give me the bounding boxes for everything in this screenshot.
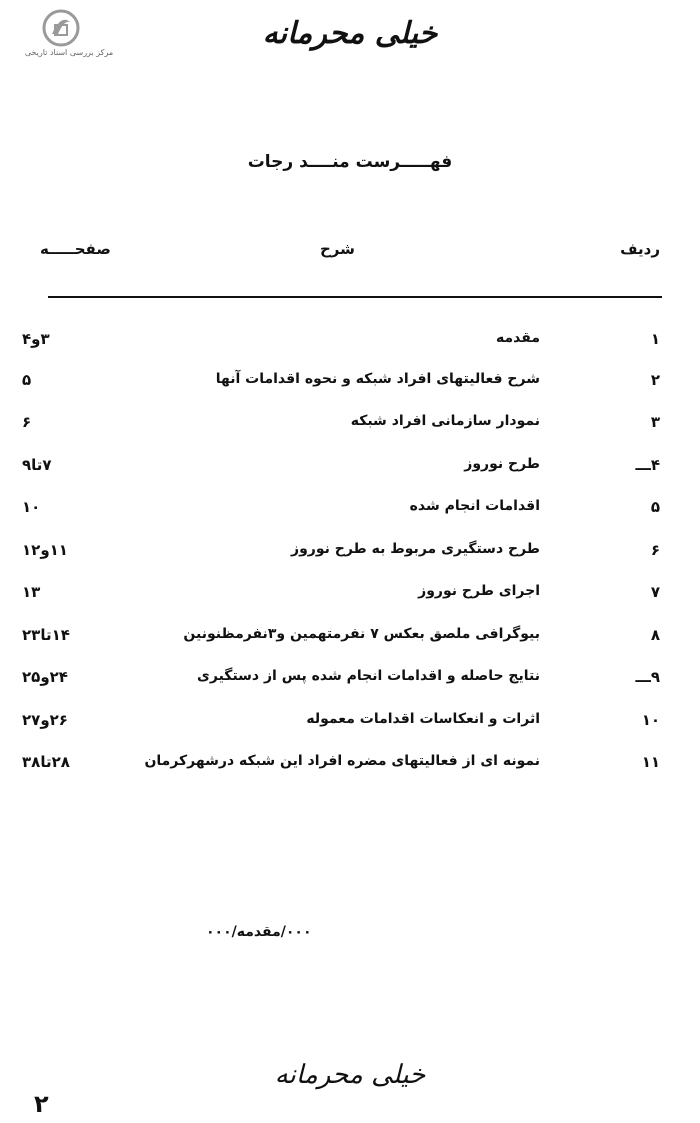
toc-row-number: ۱	[650, 330, 660, 348]
toc-row-number: ۸	[650, 626, 660, 644]
toc-row-number: ۴ـــ	[635, 456, 660, 474]
toc-row	[0, 371, 700, 401]
toc-row	[0, 413, 700, 443]
toc-row-page: ۷تا۹	[22, 456, 52, 474]
toc-row-page: ۲۴و۲۵	[22, 668, 68, 686]
toc-row-text: اثرات و انعکاسات اقدامات معموله	[306, 711, 540, 727]
classification-header: خیلی محرمانه	[262, 16, 438, 51]
toc-row-page: ۳و۴	[22, 330, 50, 348]
toc-row-text: نتایج حاصله و اقدامات انجام شده پس از دستگیری	[197, 668, 540, 684]
column-header-page: صفحـــــه	[40, 240, 111, 258]
toc-row-text: اقدامات انجام شده	[409, 498, 540, 514]
toc-row-page: ۱۴تا۲۳	[22, 626, 70, 644]
toc-row-number: ۹ـــ	[635, 668, 660, 686]
toc-row-page: ۶	[22, 413, 32, 431]
header-divider	[48, 296, 662, 298]
toc-row-number: ۷	[650, 583, 660, 601]
toc-row	[0, 498, 700, 528]
column-header-description: شرح	[320, 240, 355, 258]
toc-row-number: ۶	[650, 541, 660, 559]
toc-row-page: ۲۶و۲۷	[22, 711, 68, 729]
toc-row-page: ۱۱و۱۲	[22, 541, 68, 559]
toc-row-number: ۱۱	[641, 753, 660, 771]
toc-row-page: ۱۳	[22, 583, 41, 601]
toc-row-text: طرح نوروز	[464, 456, 540, 472]
toc-row-text: اجرای طرح نوروز	[418, 583, 540, 599]
toc-row	[0, 753, 700, 783]
toc-row-number: ۱۰	[641, 711, 660, 729]
watermark-text: مرکز بررسی اسناد تاریخی	[24, 48, 114, 57]
toc-row-number: ۳	[650, 413, 660, 431]
toc-title: فهـــــرست منــــد رجات	[247, 152, 453, 172]
toc-row	[0, 541, 700, 571]
toc-row	[0, 626, 700, 656]
toc-row	[0, 668, 700, 698]
toc-row-page: ۲۸تا۳۸	[22, 753, 70, 771]
toc-row-page: ۵	[22, 371, 32, 389]
toc-row-text: طرح دستگیری مربوط به طرح نوروز	[291, 541, 540, 557]
toc-row	[0, 583, 700, 613]
page-number: ۲	[34, 1090, 49, 1118]
column-header-row: ردیف	[620, 240, 660, 258]
toc-row-text: مقدمه	[496, 330, 540, 346]
toc-row	[0, 330, 700, 360]
toc-row	[0, 456, 700, 486]
toc-row-text: نمودار سازمانی افراد شبکه	[350, 413, 540, 429]
toc-row-number: ۲	[650, 371, 660, 389]
toc-row	[0, 711, 700, 741]
classification-footer: خیلی محرمانه	[274, 1060, 426, 1090]
footer-reference: ۰۰۰/مقدمه/۰۰۰	[206, 924, 312, 940]
toc-row-page: ۱۰	[22, 498, 41, 516]
toc-row-text: شرح فعالیتهای افراد شبکه و نحوه اقدامات آنها	[215, 371, 540, 387]
toc-row-number: ۵	[650, 498, 660, 516]
toc-row-text: بیوگرافی ملصق بعکس ۷ نفرمتهمین و۳نفرمظنونین	[183, 626, 540, 642]
toc-row-text: نمونه ای از فعالیتهای مضره افراد این شبکه درشهرکرمان	[144, 753, 540, 769]
